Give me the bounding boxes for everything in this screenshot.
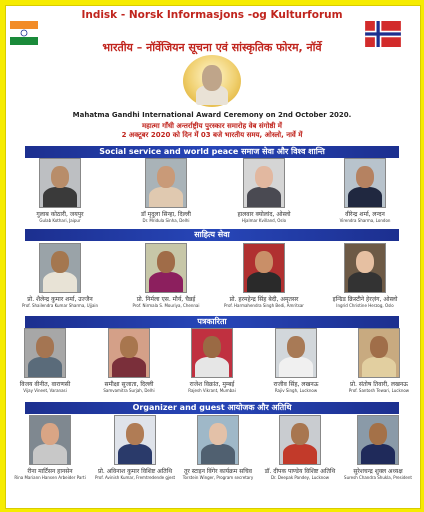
- awardee-name-hindi: इन्ग्रिड क्रिस्टीने हेरज़ंग, ओस्लो: [332, 296, 398, 303]
- section-banner-social-service: Social service and world peace समाज सेवा और विश्व शान्ति: [25, 146, 399, 158]
- awardee-name-hindi: प्रो. निर्मला एस. मौर्य, चैन्नई: [136, 296, 196, 303]
- awardee-card: [325, 158, 405, 223]
- guest-card: [338, 415, 418, 480]
- awardee-photo: [243, 158, 285, 208]
- awardee-name-english: Prof. Nirmala S. Mouriya, Chennai: [132, 303, 200, 308]
- awardee-name-hindi: गुलाब कोठारी, जयपुर: [36, 211, 84, 218]
- section-banner-journalism: पत्रकारिता: [25, 316, 399, 328]
- forum-title-english: Indisk - Norsk Informasjons -og Kulturforum: [81, 9, 343, 21]
- awardee-name-hindi: डॉ मृदुला सिन्हा, दिल्ली: [140, 211, 191, 218]
- guest-photo: [197, 415, 239, 465]
- awardee-name-hindi: वीरेन्द्र शर्मा, लन्दन: [345, 211, 385, 218]
- section-banner-literature: साहित्य सेवा: [25, 229, 399, 241]
- awardee-name-english: Virendra Sharma, London: [339, 218, 391, 223]
- awardee-name-english: Prof. Shailendra Kumar Sharma, Ujjain: [21, 303, 99, 308]
- awardee-name-english: Rajesh Vikrant, Mumbai: [188, 388, 236, 393]
- awardee-card: [5, 328, 85, 393]
- awardee-card: [172, 328, 252, 393]
- guest-photo: [114, 415, 156, 465]
- section-banner-organizers: Organizer and guest आयोजक और अतिथि: [25, 402, 399, 414]
- awardee-photo: [108, 328, 150, 378]
- awardee-name-english: Ingrid Christine Herzog, Oslo: [336, 303, 394, 308]
- awardee-name-hindi: विजय वीनीत, वाराणसी: [19, 381, 71, 388]
- awardee-card: [325, 243, 405, 308]
- guest-photo: [279, 415, 321, 465]
- awardee-name-english: Hjalmar Kvilland, Oslo: [241, 218, 287, 223]
- awardee-name-english: Prof. Santosh Tewari, Lucknow: [348, 388, 410, 393]
- awardee-card: [256, 328, 336, 393]
- guest-photo: [29, 415, 71, 465]
- awardee-name-hindi: समीक्षा सुजाता, दिल्ली: [104, 381, 154, 388]
- guest-name-hindi: सुरेशचन्द्र शुक्ल अध्यक्ष: [353, 468, 403, 475]
- awardee-name-english: Dr. Mridula Sinha, Delhi: [142, 218, 190, 223]
- awardee-name-hindi: प्रो. संतोष तिवारी, लखनऊ: [350, 381, 408, 388]
- awardee-name-hindi: राजेश विक्रांत, मुम्बई: [189, 381, 235, 388]
- awardee-photo: [344, 243, 386, 293]
- awardee-card: [224, 158, 304, 223]
- awardee-name-english: Vijay Vineet, Varanasi: [23, 388, 67, 393]
- awardee-name-hindi: हालवार क्योलांद, ओस्लो: [237, 211, 291, 218]
- awardee-card: [20, 158, 100, 223]
- awardee-card: [20, 243, 100, 308]
- ceremony-title: Mahatma Gandhi International Award Ceremony on 2nd October 2020.: [72, 111, 352, 119]
- guest-name-hindi: प्रो. अविनाश कुमार विशिष्ट अतिथि: [97, 468, 173, 475]
- ceremony-hindi-text: [0, 122, 424, 140]
- forum-title-hindi: भारतीय – नॉर्वेजियन सूचना एवं सांस्कृतिक फोरम, नॉर्वे: [102, 41, 322, 54]
- guest-name-english: Suresh Chandra Shukla, President: [344, 475, 412, 480]
- awardee-photo: [145, 158, 187, 208]
- awardee-photo: [191, 328, 233, 378]
- guest-card: [260, 415, 340, 480]
- awardee-photo: [275, 328, 317, 378]
- awardee-photo: [358, 328, 400, 378]
- guest-name-hindi: डॉ. दीपक पाण्डेय विशिष्ट अतिथि: [264, 468, 336, 475]
- awardee-card: [126, 243, 206, 308]
- gandhi-portrait: [183, 55, 241, 107]
- awardee-photo: [243, 243, 285, 293]
- guest-photo: [357, 415, 399, 465]
- awardee-card: [126, 158, 206, 223]
- awardee-name-hindi: राजीव सिंह, लखनऊ: [273, 381, 319, 388]
- ceremony-hindi-line1: महात्मा गाँधी अन्तर्राष्ट्रीय पुरस्कार समारोह वेब संगोष्ठी में: [142, 122, 282, 130]
- ceremony-hindi-line2: 2 अक्टूबर 2020 को दिन में 03 बजे भारतीय समय, ओस्लो, नार्वे में: [121, 131, 303, 139]
- awardee-name-english: Gulab Kothari, Jaipur: [39, 218, 81, 223]
- guest-name-hindi: तूर स्टाइन विंगेर कार्यक्रम सचिव: [183, 468, 252, 475]
- awardee-name-hindi: प्रो. शैलेन्द्र कुमार शर्मा, उज्जैन: [27, 296, 93, 303]
- awardee-card: [339, 328, 419, 393]
- guest-card: [95, 415, 175, 480]
- awardee-photo: [145, 243, 187, 293]
- awardee-name-english: Prof. Harmahendra Singh Bedi, Amritsar: [224, 303, 304, 308]
- guest-card: [10, 415, 90, 480]
- awardee-photo: [39, 158, 81, 208]
- guest-card: [178, 415, 258, 480]
- guest-name-english: Prof. Avinish Kumar, Fremtredende gjest: [95, 475, 176, 480]
- guest-name-english: Torstein Winger, Program secretary: [182, 475, 254, 480]
- awardee-name-hindi: प्रो. हरमहेन्द्र सिंह बेदी, अमृतसर: [229, 296, 299, 303]
- awardee-name-english: Rajiv Singh, Lucknow: [274, 388, 318, 393]
- guest-name-hindi: रीना मार्टिंसन हानसेन: [27, 468, 73, 475]
- guest-name-english: Dr. Deepak Pandey, Lucknow: [270, 475, 330, 480]
- awardee-name-english: Samvamitra Surjah, Delhi: [103, 388, 155, 393]
- awardee-photo: [344, 158, 386, 208]
- awardee-card: [224, 243, 304, 308]
- awardee-photo: [39, 243, 81, 293]
- awardee-card: [89, 328, 169, 393]
- awardee-photo: [24, 328, 66, 378]
- guest-name-english: Rina Mariann Hansen Arbeider Parti: [14, 475, 86, 480]
